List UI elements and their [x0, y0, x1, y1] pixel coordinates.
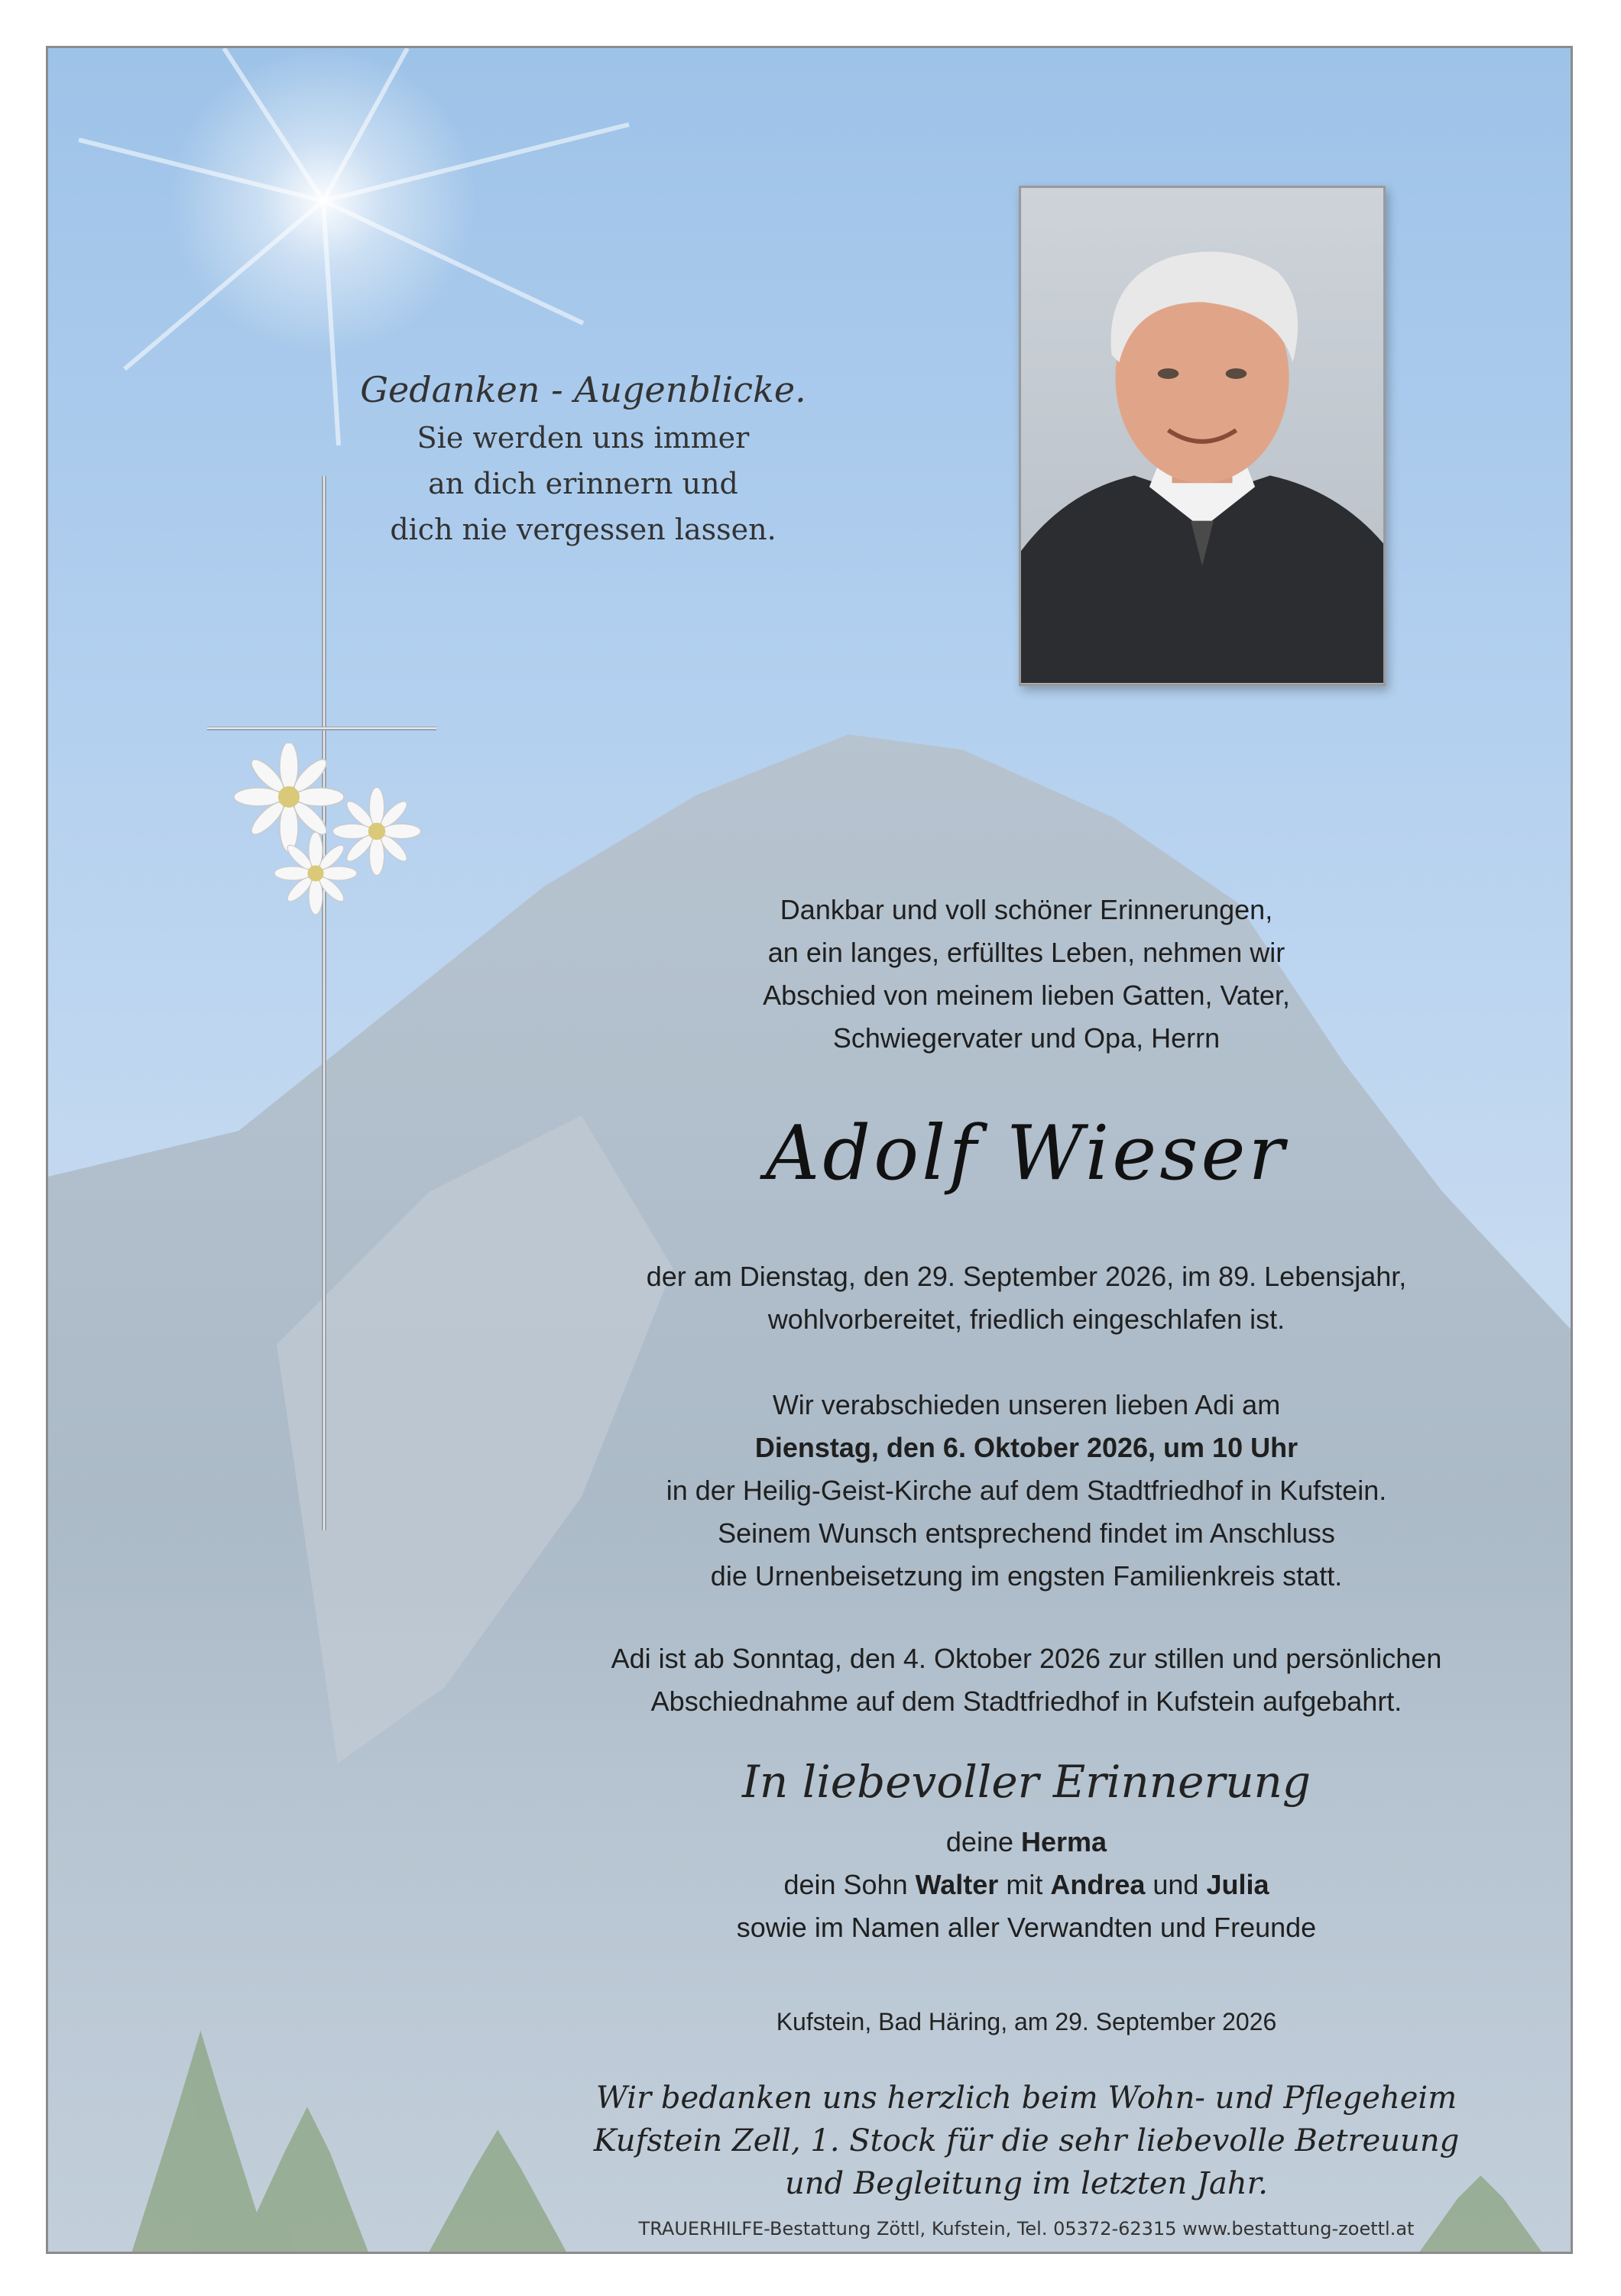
death-line: wohlvorbereitet, friedlich eingeschlafen ist. [767, 1303, 1285, 1335]
place-date: Kufstein, Bad Häring, am 29. September 2026 [776, 2008, 1277, 2035]
viewing-line: Adi ist ab Sonntag, den 4. Oktober 2026 zur stillen und persönlichen [611, 1643, 1442, 1674]
farewell-line: Wir verabschieden unseren lieben Adi am [772, 1389, 1281, 1420]
memorial-quote [354, 369, 812, 552]
thanks-line: Kufstein Zell, 1. Stock für die sehr liebevolle Betreuung [593, 2123, 1460, 2158]
thanks-text [476, 2077, 1573, 2205]
viewing-line: Abschiednahme auf dem Stadtfriedhof in Kufstein aufgebahrt. [650, 1686, 1402, 1717]
family-name-walter: Walter [915, 1869, 999, 1900]
quote-line: dich nie vergessen lassen. [390, 513, 776, 546]
thanks-line: und Begleitung im letzten Jahr. [784, 2166, 1269, 2201]
family-line [476, 1864, 1573, 1906]
portrait-illustration [1021, 188, 1383, 684]
intro-line: an ein langes, erfülltes Leben, nehmen wir [767, 937, 1285, 968]
farewell-line: Seinem Wunsch entsprechend findet im Anschluss [718, 1517, 1335, 1549]
intro-line: Dankbar und voll schöner Erinnerungen, [780, 894, 1273, 925]
intro-line: Schwiegervater und Opa, Herrn [832, 1022, 1221, 1054]
thanks-line: Wir bedanken uns herzlich beim Wohn- und Pflegeheim [595, 2081, 1457, 2116]
deceased-name: Adolf Wieser [765, 1110, 1288, 1197]
family-name-herma: Herma [1021, 1826, 1107, 1857]
family-names [476, 1821, 1573, 1949]
farewell-line: in der Heilig-Geist-Kirche auf dem Stadtfriedhof in Kufstein. [666, 1475, 1387, 1506]
family-prefix: deine [945, 1826, 1013, 1857]
family-name-andrea: Andrea [1050, 1869, 1146, 1900]
memory-title: In liebevoller Erinnerung [741, 1756, 1311, 1808]
edelweiss-flowers-icon [216, 743, 446, 942]
quote-title: Gedanken - Augenblicke. [360, 369, 806, 410]
viewing-text [476, 1637, 1573, 1723]
death-line: der am Dienstag, den 29. September 2026, im 89. Lebensjahr, [646, 1261, 1407, 1292]
quote-line: an dich erinnern und [428, 467, 738, 500]
farewell-date: Dienstag, den 6. Oktober 2026, um 10 Uhr [754, 1432, 1298, 1463]
portrait-photo [1019, 186, 1386, 686]
obituary-card [46, 46, 1573, 2254]
quote-line: Sie werden uns immer [417, 421, 750, 455]
death-text [476, 1255, 1573, 1341]
farewell-line: die Urnenbeisetzung im engsten Familienkreis statt. [710, 1560, 1343, 1592]
family-line [476, 1821, 1573, 1864]
farewell-text [476, 1384, 1573, 1598]
family-connector: mit [1006, 1869, 1043, 1900]
family-line: sowie im Namen aller Verwandten und Freunde [736, 1912, 1317, 1943]
intro-line: Abschied von meinem lieben Gatten, Vater, [763, 980, 1290, 1011]
family-name-julia: Julia [1206, 1869, 1269, 1900]
family-connector: und [1153, 1869, 1199, 1900]
intro-text [476, 889, 1573, 1060]
cross-icon [207, 476, 452, 1530]
family-prefix: dein Sohn [783, 1869, 908, 1900]
funeral-home-footer: TRAUERHILFE-Bestattung Zöttl, Kufstein, Tel. 05372-62315 www.bestattung-zoettl.at [638, 2218, 1415, 2239]
